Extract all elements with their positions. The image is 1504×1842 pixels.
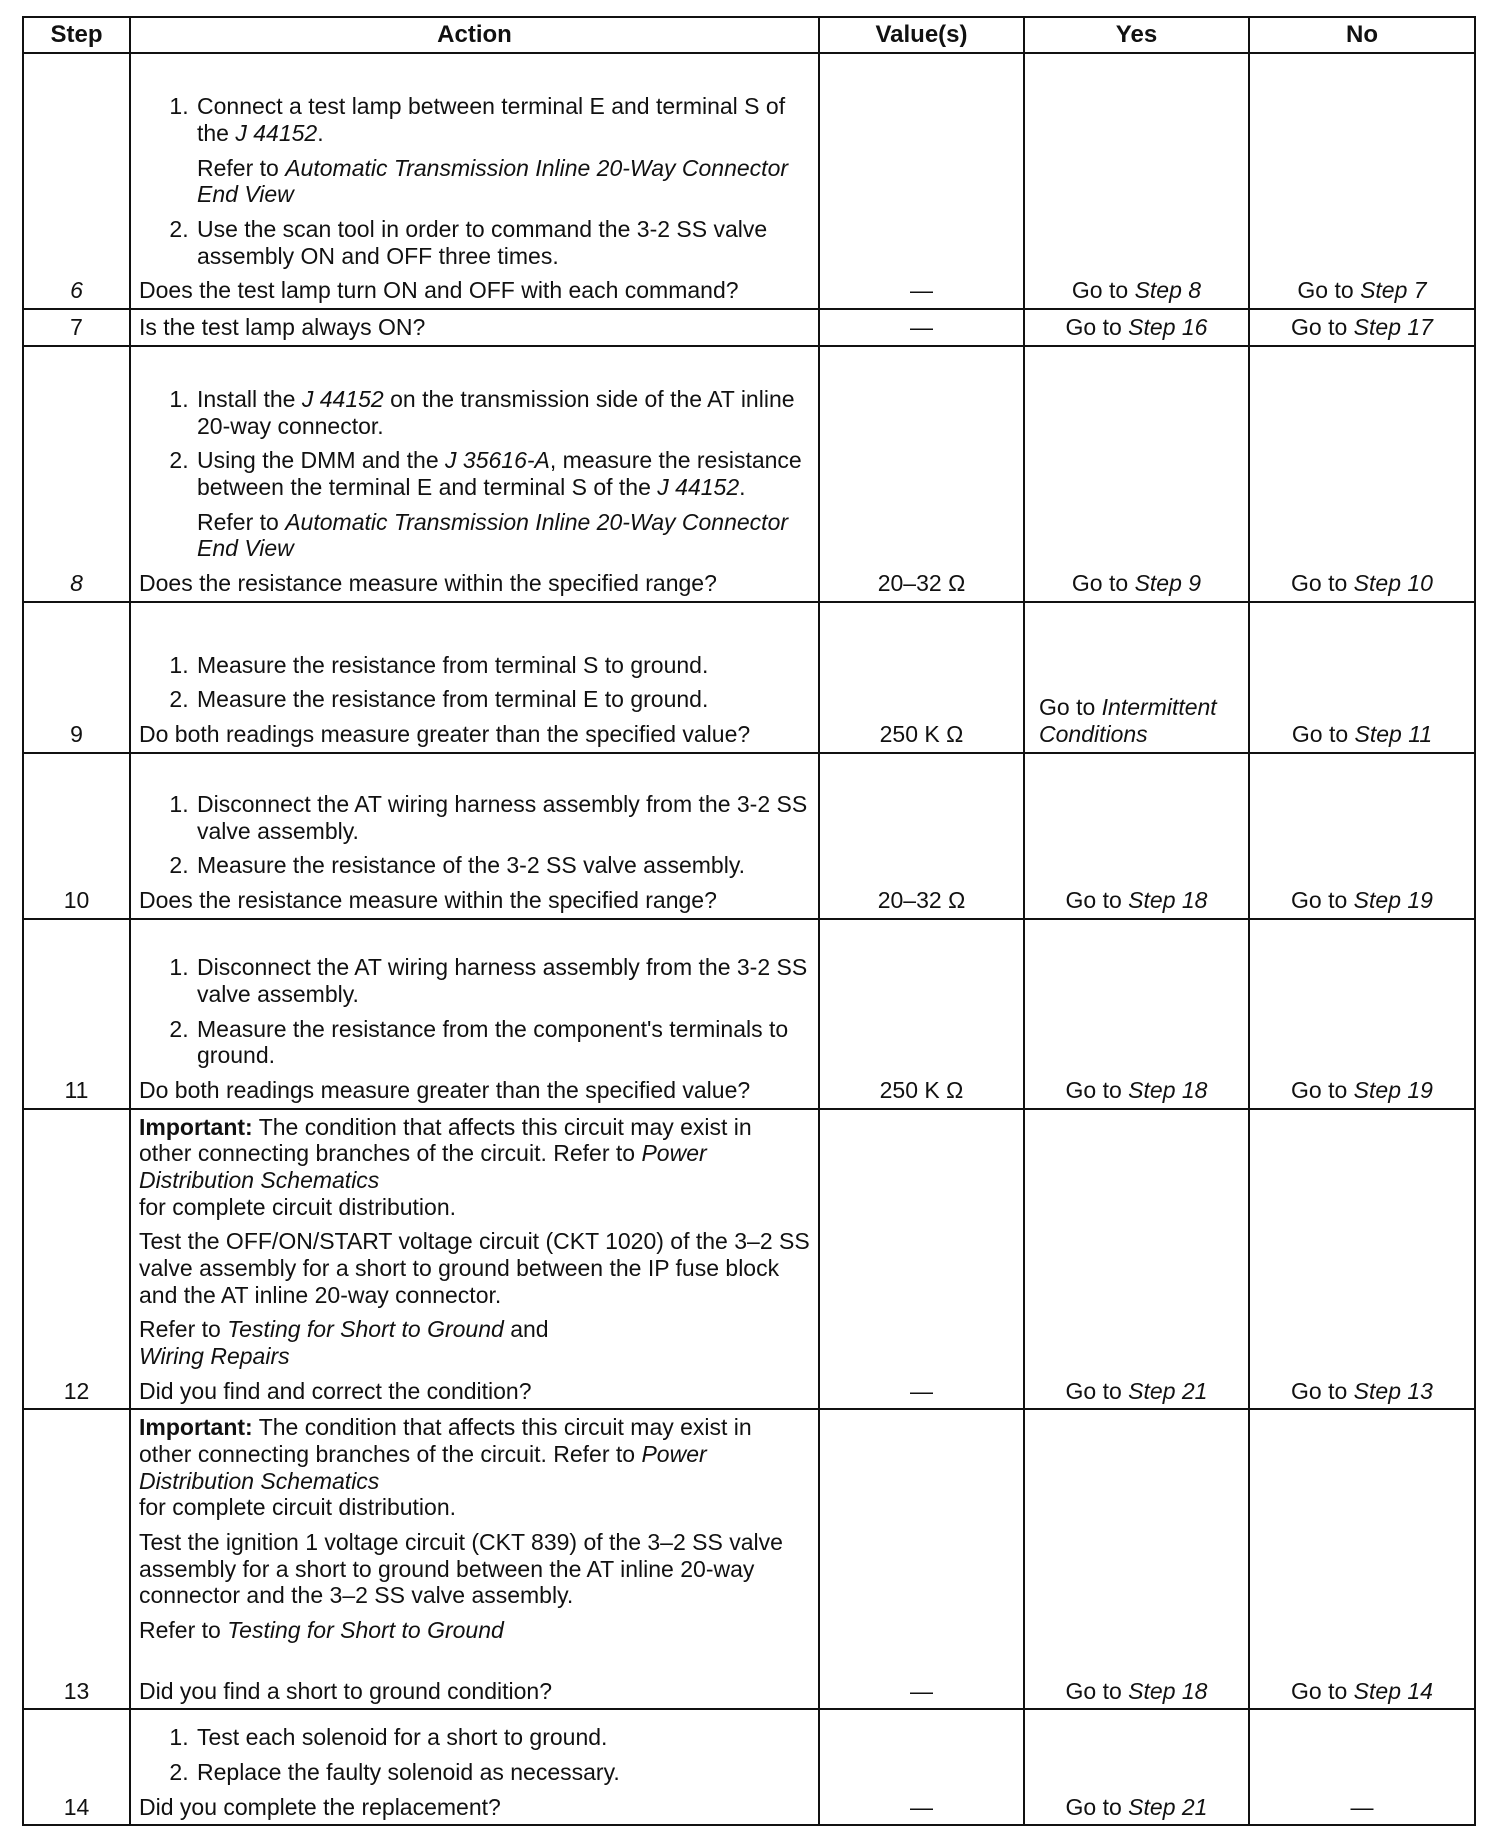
step-number: 11 [23,919,130,1109]
no-cell: Go to Step 7 [1249,53,1475,309]
list-item [195,93,810,208]
diagnostic-table [22,16,1476,1826]
list-item: 1. Disconnect the AT wiring harness assembly from the 3-2 SS valve assembly. [195,791,810,844]
action-cell [130,53,819,309]
doc-link[interactable]: Testing for Short to Ground [227,1316,504,1343]
table-row [23,1109,1475,1410]
goto-link[interactable]: Step 10 [1353,570,1433,596]
header-values: Value(s) [819,17,1024,53]
tool-ref: J 35616-A [445,447,550,474]
list-item: 2. Measure the resistance from terminal E to ground. [195,686,810,713]
no-cell: Go to Step 11 [1249,602,1475,753]
step-number: 14 [23,1709,130,1825]
header-row [23,17,1475,53]
goto-link[interactable]: Step 17 [1353,314,1433,340]
value-cell: — [819,1109,1024,1410]
yes-cell: Go to Step 18 [1024,753,1249,919]
list-item: 1. Test each solenoid for a short to ground. [195,1724,810,1751]
action-list [153,791,810,879]
yes-cell: Go to Step 21 [1024,1109,1249,1410]
refer-note: Refer to Automatic Transmission Inline 20-Way Connector End View [197,154,789,208]
value-cell: 250 K Ω [819,602,1024,753]
step-number: 9 [23,602,130,753]
list-item: 2. Replace the faulty solenoid as necessary. [195,1759,810,1786]
question: Did you find and correct the condition? [139,1377,532,1404]
test-instruction: Test the OFF/ON/START voltage circuit (CKT 1020) of the 3–2 SS valve assembly for a short to ground between the IP fuse block and the AT inline 20-way connector. [139,1228,810,1308]
yes-cell: Go to Intermittent Conditions [1024,602,1249,753]
goto-link[interactable]: Step 19 [1353,887,1433,913]
question: Is the test lamp always ON? [130,309,819,346]
step-number: 12 [23,1109,130,1410]
action-text: . [317,119,324,146]
step-number: 10 [23,753,130,919]
goto-link[interactable]: Step 18 [1128,1677,1208,1704]
list-item: 2. Measure the resistance from the component's terminals to ground. [195,1016,810,1069]
table-row [23,602,1475,753]
doc-link[interactable]: Testing for Short to Ground [227,1617,504,1644]
goto-link[interactable]: Step 19 [1353,1077,1433,1103]
important-note: Important: The condition that affects this circuit may exist in other connecting branches of the circuit. Refer to Power Distribution Schematics for complete circuit distribution. [139,1414,752,1521]
doc-link[interactable]: Automatic Transmission Inline 20-Way Connector End View [197,508,789,562]
value-cell: — [819,309,1024,346]
table-row [23,1709,1475,1825]
yes-cell: Go to Step 21 [1024,1709,1249,1825]
step-number: 8 [23,346,130,602]
goto-link[interactable]: Step 9 [1134,570,1202,596]
goto-link[interactable]: Step 18 [1128,1077,1208,1103]
question: Do both readings measure greater than the specified value? [139,1077,751,1103]
goto-link[interactable]: Step 16 [1128,314,1208,340]
action-cell [130,753,819,919]
header-yes: Yes [1024,17,1249,53]
action-cell [130,346,819,602]
action-cell [130,1409,819,1709]
yes-cell: Go to Step 18 [1024,1409,1249,1709]
action-text: Connect a test lamp between terminal E and terminal S of the [197,93,786,146]
goto-link[interactable]: Step 8 [1134,277,1202,304]
value-cell: — [819,1409,1024,1709]
test-instruction: Test the ignition 1 voltage circuit (CKT 839) of the 3–2 SS valve assembly for a short to ground between the AT inline 20-way connector and the 3–2 SS valve assembly. [139,1529,783,1609]
action-list [153,652,810,713]
tool-ref: J 44152 [301,385,384,412]
no-cell: Go to Step 17 [1249,309,1475,346]
no-cell: Go to Step 14 [1249,1409,1475,1709]
step-number: 7 [23,309,130,346]
important-note: Important: The condition that affects this circuit may exist in other connecting branches of the circuit. Refer to Power Distribution Schematics for complete circuit distribution. [139,1113,752,1220]
goto-link[interactable]: Step 21 [1128,1793,1208,1820]
list-item: 2. Measure the resistance of the 3-2 SS valve assembly. [195,852,810,879]
doc-link[interactable]: Wiring Repairs [139,1343,290,1370]
goto-link[interactable]: Step 21 [1128,1377,1208,1404]
tool-ref: J 44152 [657,473,740,500]
no-cell: Go to Step 19 [1249,753,1475,919]
step-number: 13 [23,1409,130,1709]
list-item: 1. Measure the resistance from terminal S to ground. [195,652,810,679]
action-cell [130,919,819,1109]
question: Does the resistance measure within the specified range? [139,570,717,596]
no-cell: Go to Step 10 [1249,346,1475,602]
goto-link[interactable]: Intermittent Conditions [1039,694,1217,747]
yes-cell: Go to Step 16 [1024,309,1249,346]
action-list [153,954,810,1069]
step-number: 6 [23,53,130,309]
goto-link[interactable]: Step 14 [1353,1677,1433,1704]
yes-cell: Go to Step 8 [1024,53,1249,309]
value-cell: 250 K Ω [819,919,1024,1109]
refer-note: Refer to Testing for Short to Ground and Wiring Repairs [139,1316,549,1370]
list-item: 2. Using the DMM and the J 35616-A, measure the resistance between the terminal E and terminal S of the J 44152. Refer to Automatic Transmission Inline 20-Way Connector End View [195,447,810,562]
action-cell [130,602,819,753]
value-cell: 20–32 Ω [819,753,1024,919]
no-cell: Go to Step 19 [1249,919,1475,1109]
goto-link[interactable]: Step 11 [1354,721,1433,747]
question: Did you complete the replacement? [139,1793,501,1820]
doc-link[interactable]: Power Distribution Schematics [139,1140,707,1194]
goto-link[interactable]: Step 7 [1360,277,1427,304]
table-row [23,346,1475,602]
value-cell: — [819,1709,1024,1825]
goto-link[interactable]: Step 13 [1353,1377,1433,1404]
goto-link[interactable]: Step 18 [1128,887,1208,913]
list-item: 2. Use the scan tool in order to command the 3-2 SS valve assembly ON and OFF three times. [195,216,810,269]
doc-link[interactable]: Power Distribution Schematics [139,1441,707,1494]
action-cell [130,1709,819,1825]
yes-cell: Go to Step 9 [1024,346,1249,602]
question: Did you find a short to ground condition? [139,1677,552,1704]
table-row [23,53,1475,309]
action-list [153,1724,810,1785]
table-row [23,753,1475,919]
question: Does the test lamp turn ON and OFF with each command? [139,277,739,304]
refer-note: Refer to Testing for Short to Ground [139,1617,504,1644]
table-row [23,1409,1475,1709]
question: Does the resistance measure within the specified range? [139,887,717,913]
yes-cell: Go to Step 18 [1024,919,1249,1109]
list-item: 1. Install the J 44152 on the transmission side of the AT inline 20-way connector. [195,386,810,439]
value-cell: 20–32 Ω [819,346,1024,602]
action-cell [130,1109,819,1410]
header-action: Action [130,17,819,53]
action-list [153,93,810,269]
doc-link[interactable]: Automatic Transmission Inline 20-Way Connector End View [197,154,789,208]
value-cell: — [819,53,1024,309]
refer-note: Refer to Automatic Transmission Inline 20-Way Connector End View [197,508,789,562]
tool-ref: J 44152 [235,119,318,146]
header-step: Step [23,17,130,53]
question: Do both readings measure greater than the specified value? [139,721,751,747]
no-cell: Go to Step 13 [1249,1109,1475,1410]
table-row [23,919,1475,1109]
header-no: No [1249,17,1475,53]
no-cell: — [1249,1709,1475,1825]
action-list [153,386,810,562]
table-row [23,309,1475,346]
list-item: 1. Disconnect the AT wiring harness assembly from the 3-2 SS valve assembly. [195,954,810,1007]
